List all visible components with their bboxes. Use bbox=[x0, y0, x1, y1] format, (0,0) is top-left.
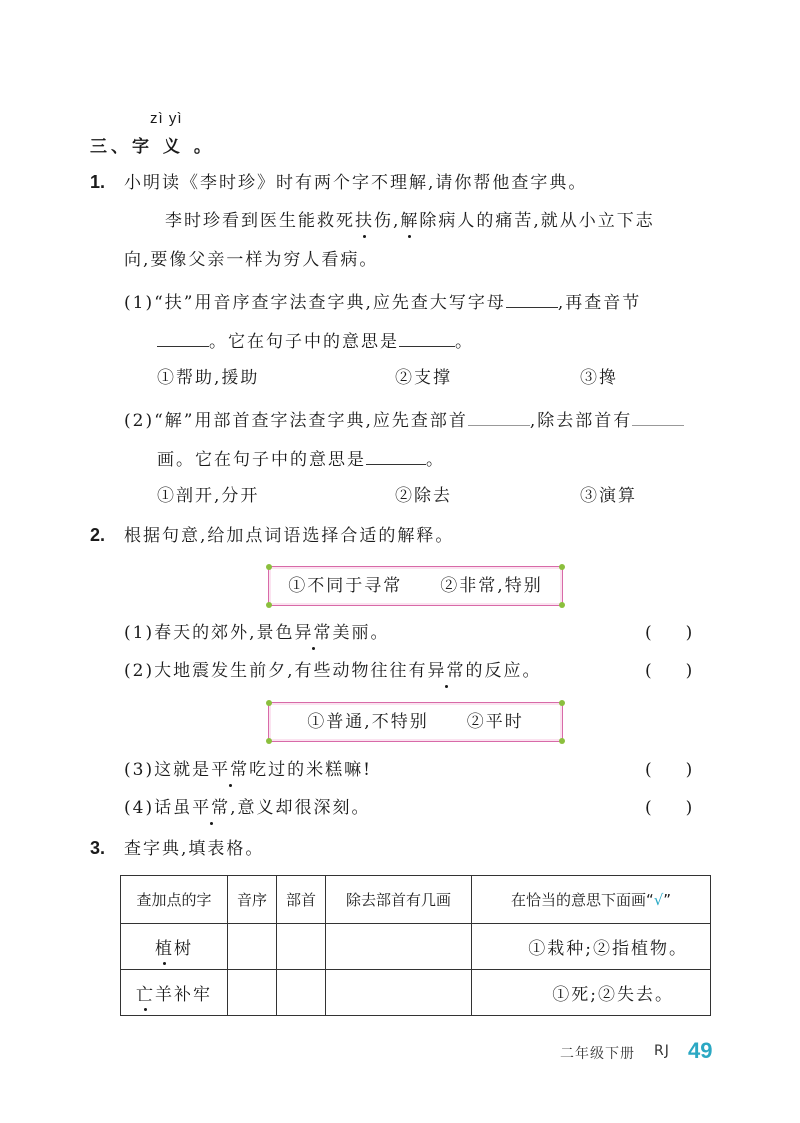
q2-number: 2. bbox=[90, 525, 106, 545]
row1-meaning[interactable]: ①栽种;②指植物。 bbox=[472, 924, 711, 970]
row1-word: 植树 bbox=[121, 924, 228, 970]
q1-part2-option-3: ③演算 bbox=[580, 486, 637, 506]
answer-paren-3[interactable]: ( ) bbox=[645, 760, 693, 780]
q1-part1-option-2: ②支撑 bbox=[395, 368, 452, 388]
dotted-word-pingchang-2: 平常 bbox=[192, 798, 231, 818]
row2-bushou-cell[interactable] bbox=[277, 970, 326, 1016]
header-word: 查加点的字 bbox=[121, 876, 228, 924]
q2-sentence-2: (2)大地震发生前夕,有些动物往往有异常的反应。 bbox=[124, 661, 542, 681]
table-header-row bbox=[121, 876, 711, 924]
q3-intro: 查字典,填表格。 bbox=[124, 839, 265, 859]
q1-intro: 小明读《李时珍》时有两个字不理解,请你帮他查字典。 bbox=[124, 173, 588, 193]
q1-part2-line1: (2)“解”用部首查字法查字典,应先查部首 ,除去部首有 bbox=[124, 407, 684, 432]
dotted-char-jie: 解 bbox=[400, 211, 420, 231]
dotted-word-yichang-1: 异常 bbox=[294, 623, 333, 643]
q1-part2-line2: 画。它在句子中的意思是 。 bbox=[157, 446, 445, 471]
footer-edition: RJ bbox=[654, 1043, 670, 1059]
row2-word: 亡羊补牢 bbox=[121, 970, 228, 1016]
answer-blank-meaning-jie[interactable] bbox=[366, 446, 426, 465]
dictionary-table bbox=[120, 875, 711, 1016]
header-yinxu: 音序 bbox=[228, 876, 277, 924]
definition-box-1 bbox=[268, 566, 563, 606]
q1-part1-option-3: ③搀 bbox=[580, 368, 618, 388]
q2-sentence-4: (4)话虽平常,意义却很深刻。 bbox=[124, 798, 371, 818]
table-row bbox=[121, 970, 711, 1016]
answer-paren-2[interactable]: ( ) bbox=[645, 661, 693, 681]
q1-number: 1. bbox=[90, 172, 106, 192]
row1-yinxu-cell[interactable] bbox=[228, 924, 277, 970]
definition-box-2 bbox=[268, 702, 563, 742]
answer-paren-1[interactable]: ( ) bbox=[645, 623, 693, 643]
row1-strokes-cell[interactable] bbox=[326, 924, 472, 970]
q1-passage-line1: 李时珍看到医生能救死扶伤,解除病人的痛苦,就从小立下志 bbox=[165, 211, 655, 231]
answer-blank-radical[interactable] bbox=[468, 407, 530, 426]
row2-strokes-cell[interactable] bbox=[326, 970, 472, 1016]
answer-blank-strokes[interactable] bbox=[632, 407, 684, 426]
q1-part1-line2: 。它在句子中的意思是 。 bbox=[157, 328, 474, 353]
definition-box-1-text: ①不同于寻常 ②非常,特别 bbox=[288, 576, 543, 596]
footer-grade: 二年级下册 bbox=[560, 1046, 635, 1062]
answer-paren-4[interactable]: ( ) bbox=[645, 798, 693, 818]
table-row bbox=[121, 924, 711, 970]
q1-part2-option-2: ②除去 bbox=[395, 486, 452, 506]
dotted-word-yichang-2: 异常 bbox=[427, 661, 466, 681]
dotted-char-fu: 扶 bbox=[355, 211, 374, 231]
q1-part1-line1: (1)“扶”用音序查字法查字典,应先查大写字母 ,再查音节 bbox=[124, 289, 641, 314]
answer-blank-letter[interactable] bbox=[506, 289, 558, 308]
q2-sentence-3: (3)这就是平常吃过的米糕嘛! bbox=[124, 760, 372, 780]
q3-number: 3. bbox=[90, 838, 106, 858]
header-bushou: 部首 bbox=[277, 876, 326, 924]
section-pinyin: zì yì bbox=[150, 110, 183, 127]
page-number: 49 bbox=[688, 1038, 713, 1063]
definition-box-2-text: ①普通,不特别 ②平时 bbox=[307, 712, 524, 732]
row2-yinxu-cell[interactable] bbox=[228, 970, 277, 1016]
section-title: 三、字 义 。 bbox=[90, 137, 215, 157]
answer-blank-syllable[interactable] bbox=[157, 328, 209, 347]
q1-passage-line2: 向,要像父亲一样为穷人看病。 bbox=[124, 250, 379, 270]
header-meaning: 在恰当的意思下面画“√” bbox=[472, 876, 711, 924]
dotted-word-pingchang-1: 平常 bbox=[211, 760, 250, 780]
row1-bushou-cell[interactable] bbox=[277, 924, 326, 970]
row2-meaning[interactable]: ①死;②失去。 bbox=[472, 970, 711, 1016]
q2-intro: 根据句意,给加点词语选择合适的解释。 bbox=[124, 526, 455, 546]
header-strokes: 除去部首有几画 bbox=[326, 876, 472, 924]
q1-part1-option-1: ①帮助,援助 bbox=[157, 368, 260, 388]
q1-part2-option-1: ①剖开,分开 bbox=[157, 486, 260, 506]
answer-blank-meaning-fu[interactable] bbox=[399, 328, 455, 347]
checkmark-icon: √ bbox=[653, 891, 664, 909]
q2-sentence-1: (1)春天的郊外,景色异常美丽。 bbox=[124, 623, 390, 643]
